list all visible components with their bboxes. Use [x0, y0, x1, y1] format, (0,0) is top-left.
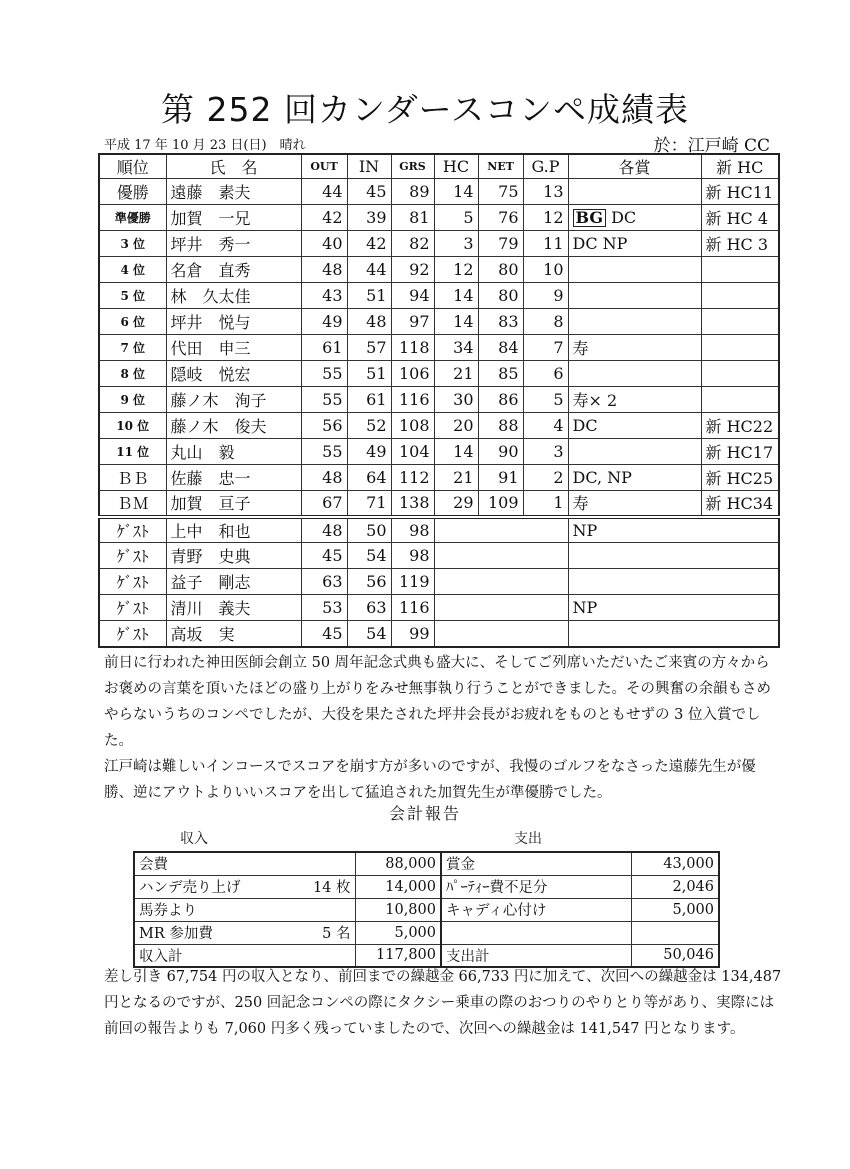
accounting-row [134, 898, 719, 921]
in-score: 51 [347, 283, 391, 309]
handicap: 5 [434, 205, 478, 231]
new-handicap: 新 HC 4 [701, 205, 779, 231]
in-score: 52 [347, 413, 391, 439]
income-note: 5 名 [322, 926, 351, 942]
out-score: 48 [301, 517, 347, 543]
out-score: 63 [301, 569, 347, 595]
new-handicap: 新 HC22 [701, 413, 779, 439]
result-row [99, 335, 779, 361]
in-score: 54 [347, 543, 391, 569]
rank-cell: 8 位 [99, 361, 166, 387]
income-item: 馬券より [139, 903, 197, 919]
game-points: 3 [523, 439, 568, 465]
rank-cell: 11 位 [99, 439, 166, 465]
rank-cell: 4 位 [99, 257, 166, 283]
new-handicap [701, 309, 779, 335]
guest-row [99, 517, 779, 543]
gross-score: 92 [391, 257, 434, 283]
gross-score: 116 [391, 387, 434, 413]
rank-cell: 9 位 [99, 387, 166, 413]
out-score: 40 [301, 231, 347, 257]
guest-row [99, 543, 779, 569]
award-text: DC [611, 208, 637, 227]
award-text: 寿 [572, 339, 589, 358]
award-cell [568, 179, 701, 205]
award-cell [568, 205, 701, 231]
player-name: 藤ノ木 俊夫 [166, 413, 301, 439]
game-points: 4 [523, 413, 568, 439]
empty-cell [434, 517, 568, 543]
rank-cell: 3 位 [99, 231, 166, 257]
report-paragraph-3: 差し引き 67,754 円の収入となり、前回までの繰越金 66,733 円に加えて、次回への繰越金は 134,487 円となるのですが、250 回記念コンペの際にタクシー乗車の際のおつりのやりとり等があり、実際には前回の報告よりも 7,060 円多く残っていましたので、次回への繰越金は 141,547 円となります。 [104, 969, 782, 1037]
award-text: DC [572, 416, 598, 435]
net-score: 75 [478, 179, 523, 205]
accounting-table [133, 851, 720, 968]
award-cell: NP [568, 595, 779, 621]
income-item-wrap [139, 945, 351, 966]
expense-item: 支出計 [441, 944, 631, 967]
game-points: 11 [523, 231, 568, 257]
award-text: 寿× 2 [572, 391, 618, 410]
event-venue: 於：江戸崎 CC [653, 136, 770, 156]
award-cell [568, 491, 701, 517]
rank-cell: 5 位 [99, 283, 166, 309]
income-item-wrap [139, 853, 351, 874]
expense-label: 支出 [514, 831, 542, 847]
rank-cell: ＢＭ [99, 491, 166, 517]
new-handicap [701, 387, 779, 413]
player-name: 益子 剛志 [166, 569, 301, 595]
income-amount: 5,000 [355, 921, 441, 944]
player-name: 遠藤 素夫 [166, 179, 301, 205]
accounting-title: 会計報告 [388, 804, 461, 823]
player-name: 丸山 毅 [166, 439, 301, 465]
out-score: 48 [301, 465, 347, 491]
gross-score: 94 [391, 283, 434, 309]
income-note: 14 枚 [312, 880, 351, 896]
header-hc: HC [434, 154, 478, 179]
gross-score: 104 [391, 439, 434, 465]
net-score: 109 [478, 491, 523, 517]
net-score: 85 [478, 361, 523, 387]
award-cell [568, 465, 701, 491]
game-points: 8 [523, 309, 568, 335]
net-score: 80 [478, 283, 523, 309]
player-name: 林 久太佳 [166, 283, 301, 309]
game-points: 2 [523, 465, 568, 491]
in-score: 63 [347, 595, 391, 621]
gross-score: 116 [391, 595, 434, 621]
award-cell [568, 361, 701, 387]
header-rank: 順位 [99, 154, 166, 179]
award-cell [568, 283, 701, 309]
in-score: 56 [347, 569, 391, 595]
handicap: 21 [434, 361, 478, 387]
out-score: 49 [301, 309, 347, 335]
in-score: 39 [347, 205, 391, 231]
out-score: 55 [301, 439, 347, 465]
gross-score: 82 [391, 231, 434, 257]
income-item-wrap [139, 899, 351, 920]
income-item: ハンデ売り上げ [139, 880, 241, 896]
game-points: 9 [523, 283, 568, 309]
guest-row [99, 621, 779, 647]
accounting-row [134, 852, 719, 875]
income-item-cell [134, 875, 355, 898]
rank-cell: 7 位 [99, 335, 166, 361]
out-score: 45 [301, 543, 347, 569]
guest-label: ｹﾞｽﾄ [99, 517, 166, 543]
new-handicap: 新 HC25 [701, 465, 779, 491]
award-text: DC NP [572, 234, 628, 253]
in-score: 61 [347, 387, 391, 413]
out-score: 45 [301, 621, 347, 647]
award-cell [568, 621, 779, 647]
net-score: 86 [478, 387, 523, 413]
expense-amount: 5,000 [631, 898, 719, 921]
award-badge: BG [573, 209, 606, 227]
income-label: 収入 [180, 831, 208, 847]
out-score: 43 [301, 283, 347, 309]
result-row [99, 439, 779, 465]
income-amount: 14,000 [355, 875, 441, 898]
gross-score: 98 [391, 517, 434, 543]
out-score: 55 [301, 387, 347, 413]
rank-cell: 10 位 [99, 413, 166, 439]
empty-cell [434, 621, 568, 647]
player-name: 高坂 実 [166, 621, 301, 647]
award-text: DC, NP [572, 468, 632, 487]
in-score: 44 [347, 257, 391, 283]
handicap: 34 [434, 335, 478, 361]
net-score: 76 [478, 205, 523, 231]
player-name: 清川 義夫 [166, 595, 301, 621]
expense-amount: 2,046 [631, 875, 719, 898]
player-name: 隠岐 悦宏 [166, 361, 301, 387]
net-score: 91 [478, 465, 523, 491]
new-handicap [701, 257, 779, 283]
header-awards: 各賞 [568, 154, 701, 179]
gross-score: 106 [391, 361, 434, 387]
income-item: 収入計 [139, 948, 183, 965]
award-cell [568, 335, 701, 361]
gross-score: 138 [391, 491, 434, 517]
in-score: 50 [347, 517, 391, 543]
in-score: 64 [347, 465, 391, 491]
empty-cell [434, 543, 568, 569]
in-score: 49 [347, 439, 391, 465]
gross-score: 118 [391, 335, 434, 361]
in-score: 45 [347, 179, 391, 205]
result-row [99, 179, 779, 205]
award-cell [568, 387, 701, 413]
new-handicap: 新 HC17 [701, 439, 779, 465]
accounting-row [134, 921, 719, 944]
new-handicap: 新 HC 3 [701, 231, 779, 257]
handicap: 12 [434, 257, 478, 283]
out-score: 53 [301, 595, 347, 621]
in-score: 48 [347, 309, 391, 335]
income-item-cell [134, 852, 355, 875]
result-row [99, 257, 779, 283]
out-score: 42 [301, 205, 347, 231]
out-score: 44 [301, 179, 347, 205]
player-name: 上中 和也 [166, 517, 301, 543]
award-cell [568, 543, 779, 569]
income-item-cell [134, 898, 355, 921]
guest-label: ｹﾞｽﾄ [99, 569, 166, 595]
net-score: 80 [478, 257, 523, 283]
game-points: 6 [523, 361, 568, 387]
new-handicap [701, 283, 779, 309]
rank-cell: 準優勝 [99, 205, 166, 231]
gross-score: 112 [391, 465, 434, 491]
in-score: 57 [347, 335, 391, 361]
award-cell [568, 413, 701, 439]
handicap: 14 [434, 309, 478, 335]
empty-cell [434, 595, 568, 621]
event-date: 平成 17 年 10 月 23 日(日) 晴れ [104, 138, 306, 153]
player-name: 坪井 秀一 [166, 231, 301, 257]
out-score: 48 [301, 257, 347, 283]
rank-cell: ＢＢ [99, 465, 166, 491]
header-out: OUT [301, 154, 347, 179]
player-name: 藤ノ木 洵子 [166, 387, 301, 413]
header-name: 氏 名 [166, 154, 301, 179]
result-row [99, 205, 779, 231]
handicap: 30 [434, 387, 478, 413]
new-handicap: 新 HC11 [701, 179, 779, 205]
handicap: 21 [434, 465, 478, 491]
gross-score: 97 [391, 309, 434, 335]
header-grs: GRS [391, 154, 434, 179]
game-points: 13 [523, 179, 568, 205]
net-score: 83 [478, 309, 523, 335]
guest-row [99, 595, 779, 621]
player-name: 加賀 亘子 [166, 491, 301, 517]
award-text: 寿 [572, 494, 589, 514]
expense-item: キャディ心付け [441, 898, 631, 921]
guest-label: ｹﾞｽﾄ [99, 543, 166, 569]
income-item: MR 参加費 [139, 926, 213, 942]
results-table [98, 153, 780, 648]
guest-label: ｹﾞｽﾄ [99, 621, 166, 647]
out-score: 67 [301, 491, 347, 517]
gross-score: 81 [391, 205, 434, 231]
player-name: 加賀 一兄 [166, 205, 301, 231]
result-row [99, 413, 779, 439]
new-handicap: 新 HC34 [701, 491, 779, 517]
handicap: 29 [434, 491, 478, 517]
net-score: 79 [478, 231, 523, 257]
result-row [99, 309, 779, 335]
net-score: 84 [478, 335, 523, 361]
award-cell [568, 439, 701, 465]
new-handicap [701, 361, 779, 387]
handicap: 20 [434, 413, 478, 439]
award-cell [568, 257, 701, 283]
player-name: 佐藤 忠一 [166, 465, 301, 491]
expense-amount: 50,046 [631, 944, 719, 967]
result-row [99, 231, 779, 257]
player-name: 名倉 直秀 [166, 257, 301, 283]
rank-cell: 6 位 [99, 309, 166, 335]
gross-score: 98 [391, 543, 434, 569]
out-score: 61 [301, 335, 347, 361]
gross-score: 108 [391, 413, 434, 439]
in-score: 71 [347, 491, 391, 517]
in-score: 54 [347, 621, 391, 647]
gross-score: 89 [391, 179, 434, 205]
header-new-hc: 新 HC [701, 154, 779, 179]
rank-cell: 優勝 [99, 179, 166, 205]
accounting-row [134, 875, 719, 898]
game-points: 7 [523, 335, 568, 361]
new-handicap [701, 335, 779, 361]
results-header-row [99, 154, 779, 179]
player-name: 青野 史典 [166, 543, 301, 569]
expense-item [441, 921, 631, 944]
gross-score: 119 [391, 569, 434, 595]
income-item-wrap [139, 876, 351, 897]
header-net: NET [478, 154, 523, 179]
income-item-wrap [139, 922, 351, 943]
income-item: 会費 [139, 857, 168, 874]
out-score: 55 [301, 361, 347, 387]
result-row [99, 491, 779, 517]
game-points: 5 [523, 387, 568, 413]
result-row [99, 361, 779, 387]
game-points: 12 [523, 205, 568, 231]
in-score: 51 [347, 361, 391, 387]
income-amount: 10,800 [355, 898, 441, 921]
page-title: 第 252 回カンダースコンペ成績表 [161, 90, 689, 129]
report-paragraph-2: 江戸崎は難しいインコースでスコアを崩す方が多いのですが、我慢のゴルフをなさった遠藤先生が優勝、逆にアウトよりいいスコアを出して猛追された加賀先生が準優勝でした。 [104, 759, 756, 801]
income-amount: 117,800 [355, 944, 441, 967]
income-amount: 88,000 [355, 852, 441, 875]
net-score: 90 [478, 439, 523, 465]
expense-amount [631, 921, 719, 944]
expense-item: ﾊﾟｰﾃｨｰ費不足分 [441, 875, 631, 898]
player-name: 坪井 悦与 [166, 309, 301, 335]
handicap: 14 [434, 179, 478, 205]
expense-amount: 43,000 [631, 852, 719, 875]
header-gp: G.P [523, 154, 568, 179]
report-paragraph-1: 前日に行われた神田医師会創立 50 周年記念式典も盛大に、そしてご列席いただいたご来賓の方々からお褒めの言葉を頂いたほどの盛り上がりをみせ無事執り行うことができました。その興奮の余韻もさめやらないうちのコンペでしたが、大役を果たされた坪井会長がお疲れをものともせずの 3 位入賞でした。 [104, 655, 771, 749]
handicap: 14 [434, 283, 478, 309]
player-name: 代田 申三 [166, 335, 301, 361]
award-cell [568, 231, 701, 257]
out-score: 56 [301, 413, 347, 439]
result-row [99, 465, 779, 491]
handicap: 14 [434, 439, 478, 465]
award-cell [568, 309, 701, 335]
handicap: 3 [434, 231, 478, 257]
in-score: 42 [347, 231, 391, 257]
guest-row [99, 569, 779, 595]
income-item-cell [134, 921, 355, 944]
net-score: 88 [478, 413, 523, 439]
expense-item: 賞金 [441, 852, 631, 875]
guest-label: ｹﾞｽﾄ [99, 595, 166, 621]
award-cell: NP [568, 517, 779, 543]
result-row [99, 387, 779, 413]
empty-cell [434, 569, 568, 595]
award-cell [568, 569, 779, 595]
gross-score: 99 [391, 621, 434, 647]
game-points: 1 [523, 491, 568, 517]
header-in: IN [347, 154, 391, 179]
game-points: 10 [523, 257, 568, 283]
result-row [99, 283, 779, 309]
